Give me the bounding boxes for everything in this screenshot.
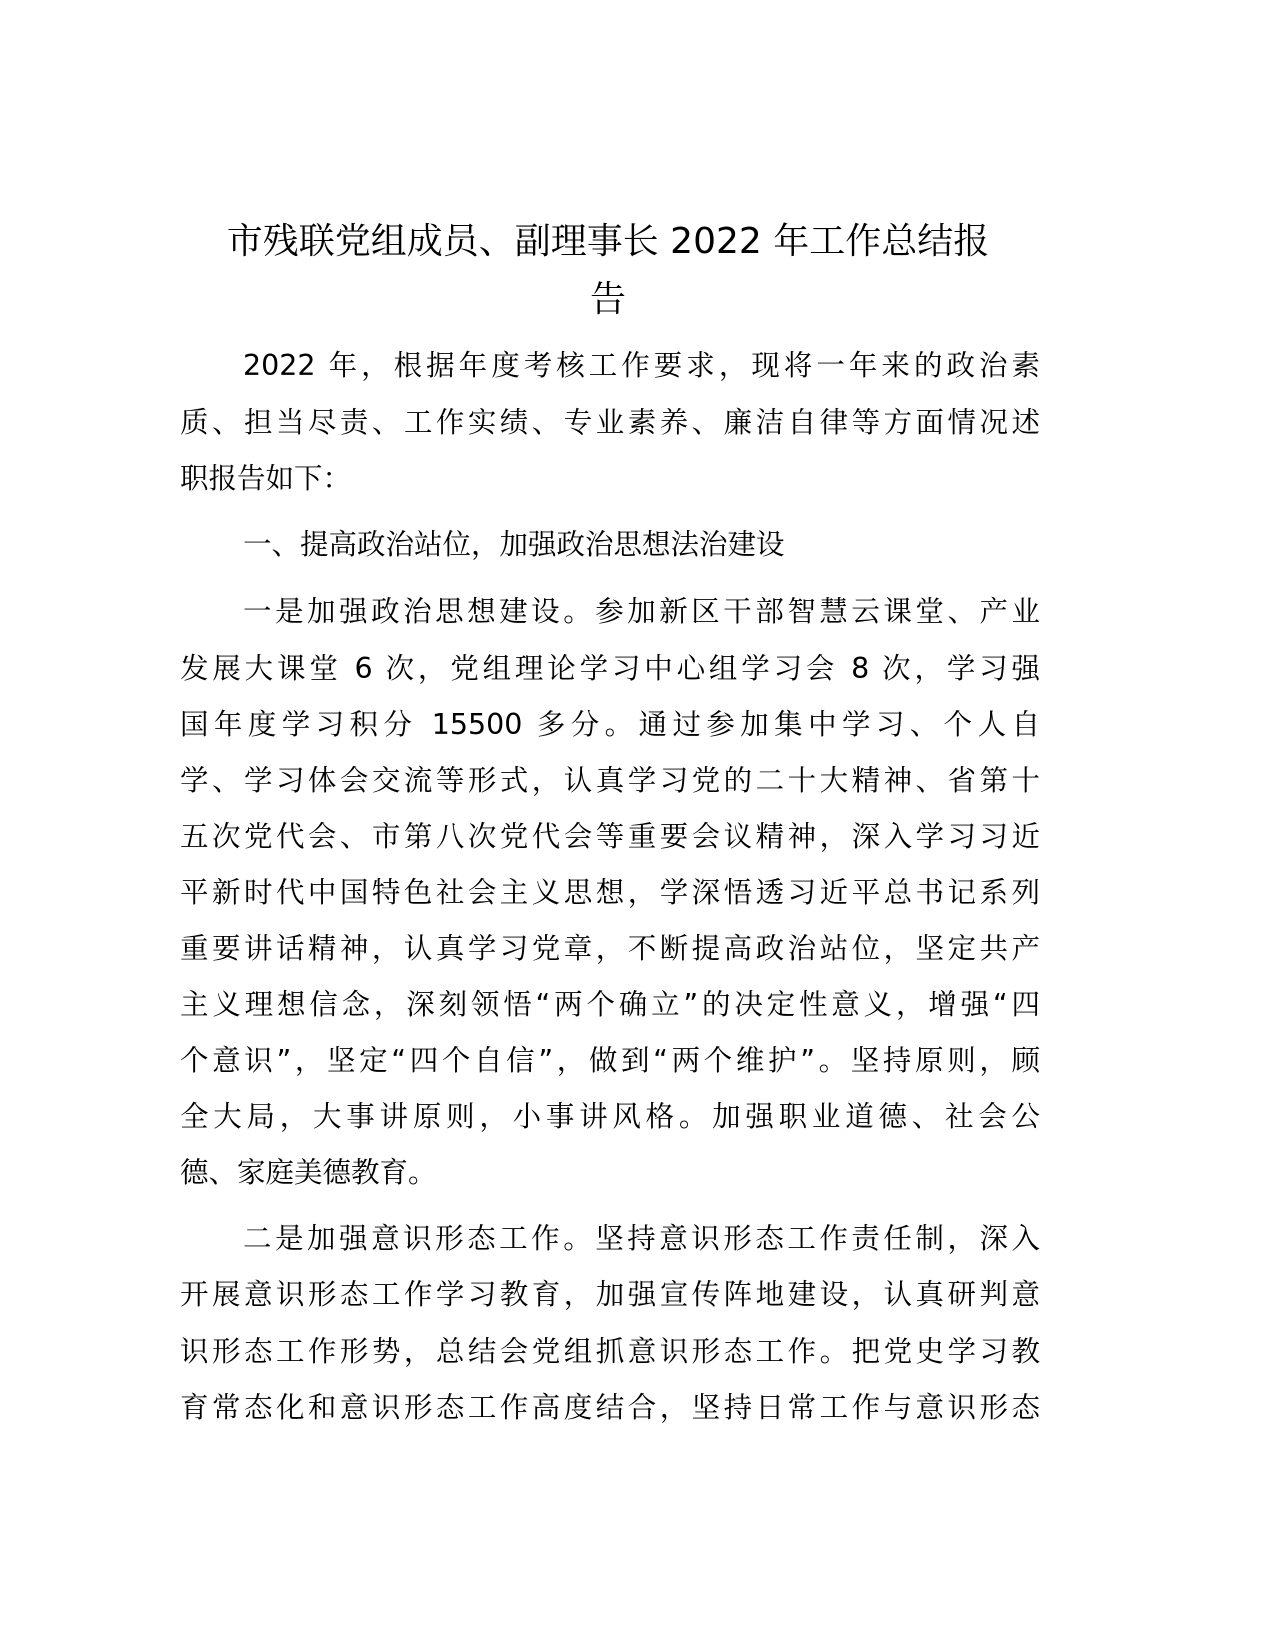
title-line: 市残联党组成员、副理事长 2022 年工作总结报 xyxy=(226,221,990,262)
paragraph-line: 开展意识形态工作学习教育，加强宣传阵地建设，认真研判意 xyxy=(180,1278,1040,1311)
paragraph-line: 重要讲话精神，认真学习党章，不断提高政治站位，坚定共产 xyxy=(180,932,1040,965)
paragraph-line: 学、学习体会交流等形式，认真学习党的二十大精神、省第十 xyxy=(180,764,1040,797)
paragraph-line: 育常态化和意识形态工作高度结合，坚持日常工作与意识形态 xyxy=(180,1391,1040,1424)
paragraph-line: 2022 年，根据年度考核工作要求，现将一年来的政治素 xyxy=(243,349,1040,382)
paragraph-line: 职报告如下： xyxy=(180,462,352,495)
paragraph-line: 识形态工作形势，总结会党组抓意识形态工作。把党史学习教 xyxy=(180,1335,1040,1368)
paragraph-line: 一是加强政治思想建设。参加新区干部智慧云课堂、产业 xyxy=(243,595,1040,628)
paragraph-line: 主义理想信念，深刻领悟“两个确立”的决定性意义，增强“四 xyxy=(180,988,1040,1021)
paragraph-line: 二是加强意识形态工作。坚持意识形态工作责任制，深入 xyxy=(243,1222,1040,1255)
paragraph-line: 五次党代会、市第八次党代会等重要会议精神，深入学习习近 xyxy=(180,820,1040,853)
title-line: 告 xyxy=(589,279,626,320)
paragraph-line: 平新时代中国特色社会主义思想，学深悟透习近平总书记系列 xyxy=(180,876,1040,909)
paragraph-line: 发展大课堂 6 次，党组理论学习中心组学习会 8 次，学习强 xyxy=(180,652,1040,685)
paragraph-line: 质、担当尽责、工作实绩、专业素养、廉洁自律等方面情况述 xyxy=(180,406,1040,439)
paragraph-line: 德、家庭美德教育。 xyxy=(180,1156,437,1189)
paragraph-line: 全大局，大事讲原则，小事讲风格。加强职业道德、社会公 xyxy=(180,1100,1040,1133)
section-heading: 一、提高政治站位，加强政治思想法治建设 xyxy=(243,528,785,561)
paragraph-line: 个意识”，坚定“四个自信”，做到“两个维护”。坚持原则，顾 xyxy=(180,1044,1040,1077)
document-title xyxy=(178,213,1038,329)
paragraph-line: 国年度学习积分 15500 多分。通过参加集中学习、个人自 xyxy=(180,708,1040,741)
